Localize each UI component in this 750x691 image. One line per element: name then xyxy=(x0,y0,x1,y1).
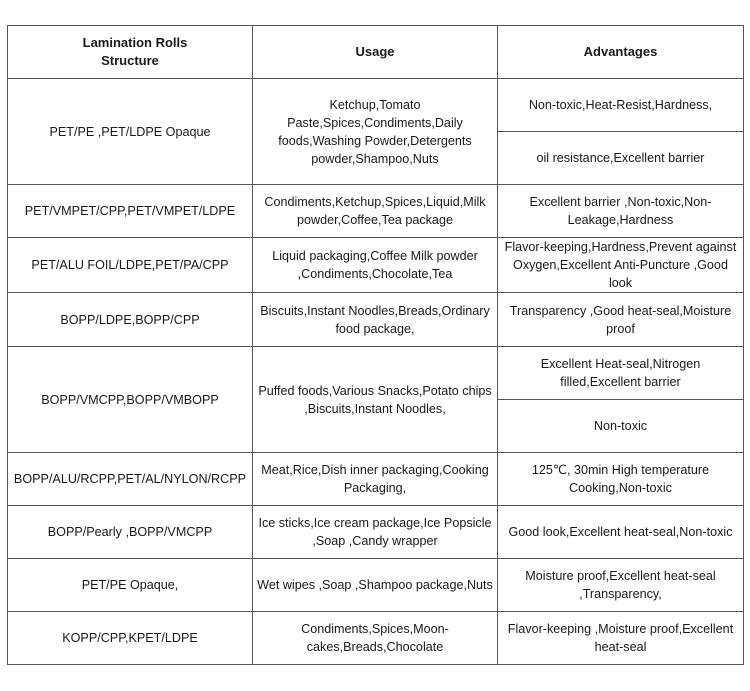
table-row xyxy=(8,559,744,612)
header-structure-line2: Structure xyxy=(101,53,159,68)
usage-cell: Wet wipes ,Soap ,Shampoo package,Nuts xyxy=(253,559,498,612)
table-row xyxy=(8,612,744,665)
header-advantages: Advantages xyxy=(498,26,744,79)
advantages-cell: oil resistance,Excellent barrier xyxy=(498,132,744,185)
header-row xyxy=(8,26,744,79)
table-row xyxy=(8,506,744,559)
structure-cell: BOPP/Pearly ,BOPP/VMCPP xyxy=(8,506,253,559)
structure-cell: BOPP/LDPE,BOPP/CPP xyxy=(8,293,253,347)
table-row xyxy=(8,79,744,132)
advantages-cell: Excellent barrier ,Non-toxic,Non-Leakage,Hardness xyxy=(498,185,744,238)
advantages-cell: Good look,Excellent heat-seal,Non-toxic xyxy=(498,506,744,559)
advantages-cell: Excellent Heat-seal,Nitrogen filled,Excellent barrier xyxy=(498,347,744,400)
table-row xyxy=(8,185,744,238)
advantages-cell: Transparency ,Good heat-seal,Moisture proof xyxy=(498,293,744,347)
usage-cell: Ice sticks,Ice cream package,Ice Popsicle ,Soap ,Candy wrapper xyxy=(253,506,498,559)
structure-cell: PET/ALU FOIL/LDPE,PET/PA/CPP xyxy=(8,238,253,293)
structure-cell: PET/PE Opaque, xyxy=(8,559,253,612)
structure-cell: KOPP/CPP,KPET/LDPE xyxy=(8,612,253,665)
advantages-cell: Non-toxic xyxy=(498,400,744,453)
header-structure-line1: Lamination Rolls xyxy=(82,35,188,50)
structure-cell: BOPP/VMCPP,BOPP/VMBOPP xyxy=(8,347,253,453)
table-row xyxy=(8,293,744,347)
table-row xyxy=(8,453,744,506)
usage-cell: Condiments,Spices,Moon-cakes,Breads,Chocolate xyxy=(253,612,498,665)
header-structure xyxy=(8,26,253,79)
usage-cell: Meat,Rice,Dish inner packaging,Cooking Packaging, xyxy=(253,453,498,506)
table-row xyxy=(8,238,744,293)
usage-cell: Condiments,Ketchup,Spices,Liquid,Milk powder,Coffee,Tea package xyxy=(253,185,498,238)
structure-cell: BOPP/ALU/RCPP,PET/AL/NYLON/RCPP xyxy=(8,453,253,506)
usage-cell: Liquid packaging,Coffee Milk powder ,Condiments,Chocolate,Tea xyxy=(253,238,498,293)
advantages-cell: Flavor-keeping,Hardness,Prevent against Oxygen,Excellent Anti-Puncture ,Good look xyxy=(498,238,744,293)
advantages-cell: 125℃, 30min High temperature Cooking,Non-toxic xyxy=(498,453,744,506)
advantages-cell: Moisture proof,Excellent heat-seal ,Transparency, xyxy=(498,559,744,612)
lamination-rolls-table xyxy=(7,25,744,665)
advantages-cell: Flavor-keeping ,Moisture proof,Excellent heat-seal xyxy=(498,612,744,665)
advantages-cell: Non-toxic,Heat-Resist,Hardness, xyxy=(498,79,744,132)
structure-cell: PET/PE ,PET/LDPE Opaque xyxy=(8,79,253,185)
usage-cell: Ketchup,Tomato Paste,Spices,Condiments,Daily foods,Washing Powder,Detergents powder,Shampoo,Nuts xyxy=(253,79,498,185)
header-usage: Usage xyxy=(253,26,498,79)
usage-cell: Puffed foods,Various Snacks,Potato chips ,Biscuits,Instant Noodles, xyxy=(253,347,498,453)
structure-cell: PET/VMPET/CPP,PET/VMPET/LDPE xyxy=(8,185,253,238)
table-row xyxy=(8,347,744,400)
usage-cell: Biscuits,Instant Noodles,Breads,Ordinary food package, xyxy=(253,293,498,347)
